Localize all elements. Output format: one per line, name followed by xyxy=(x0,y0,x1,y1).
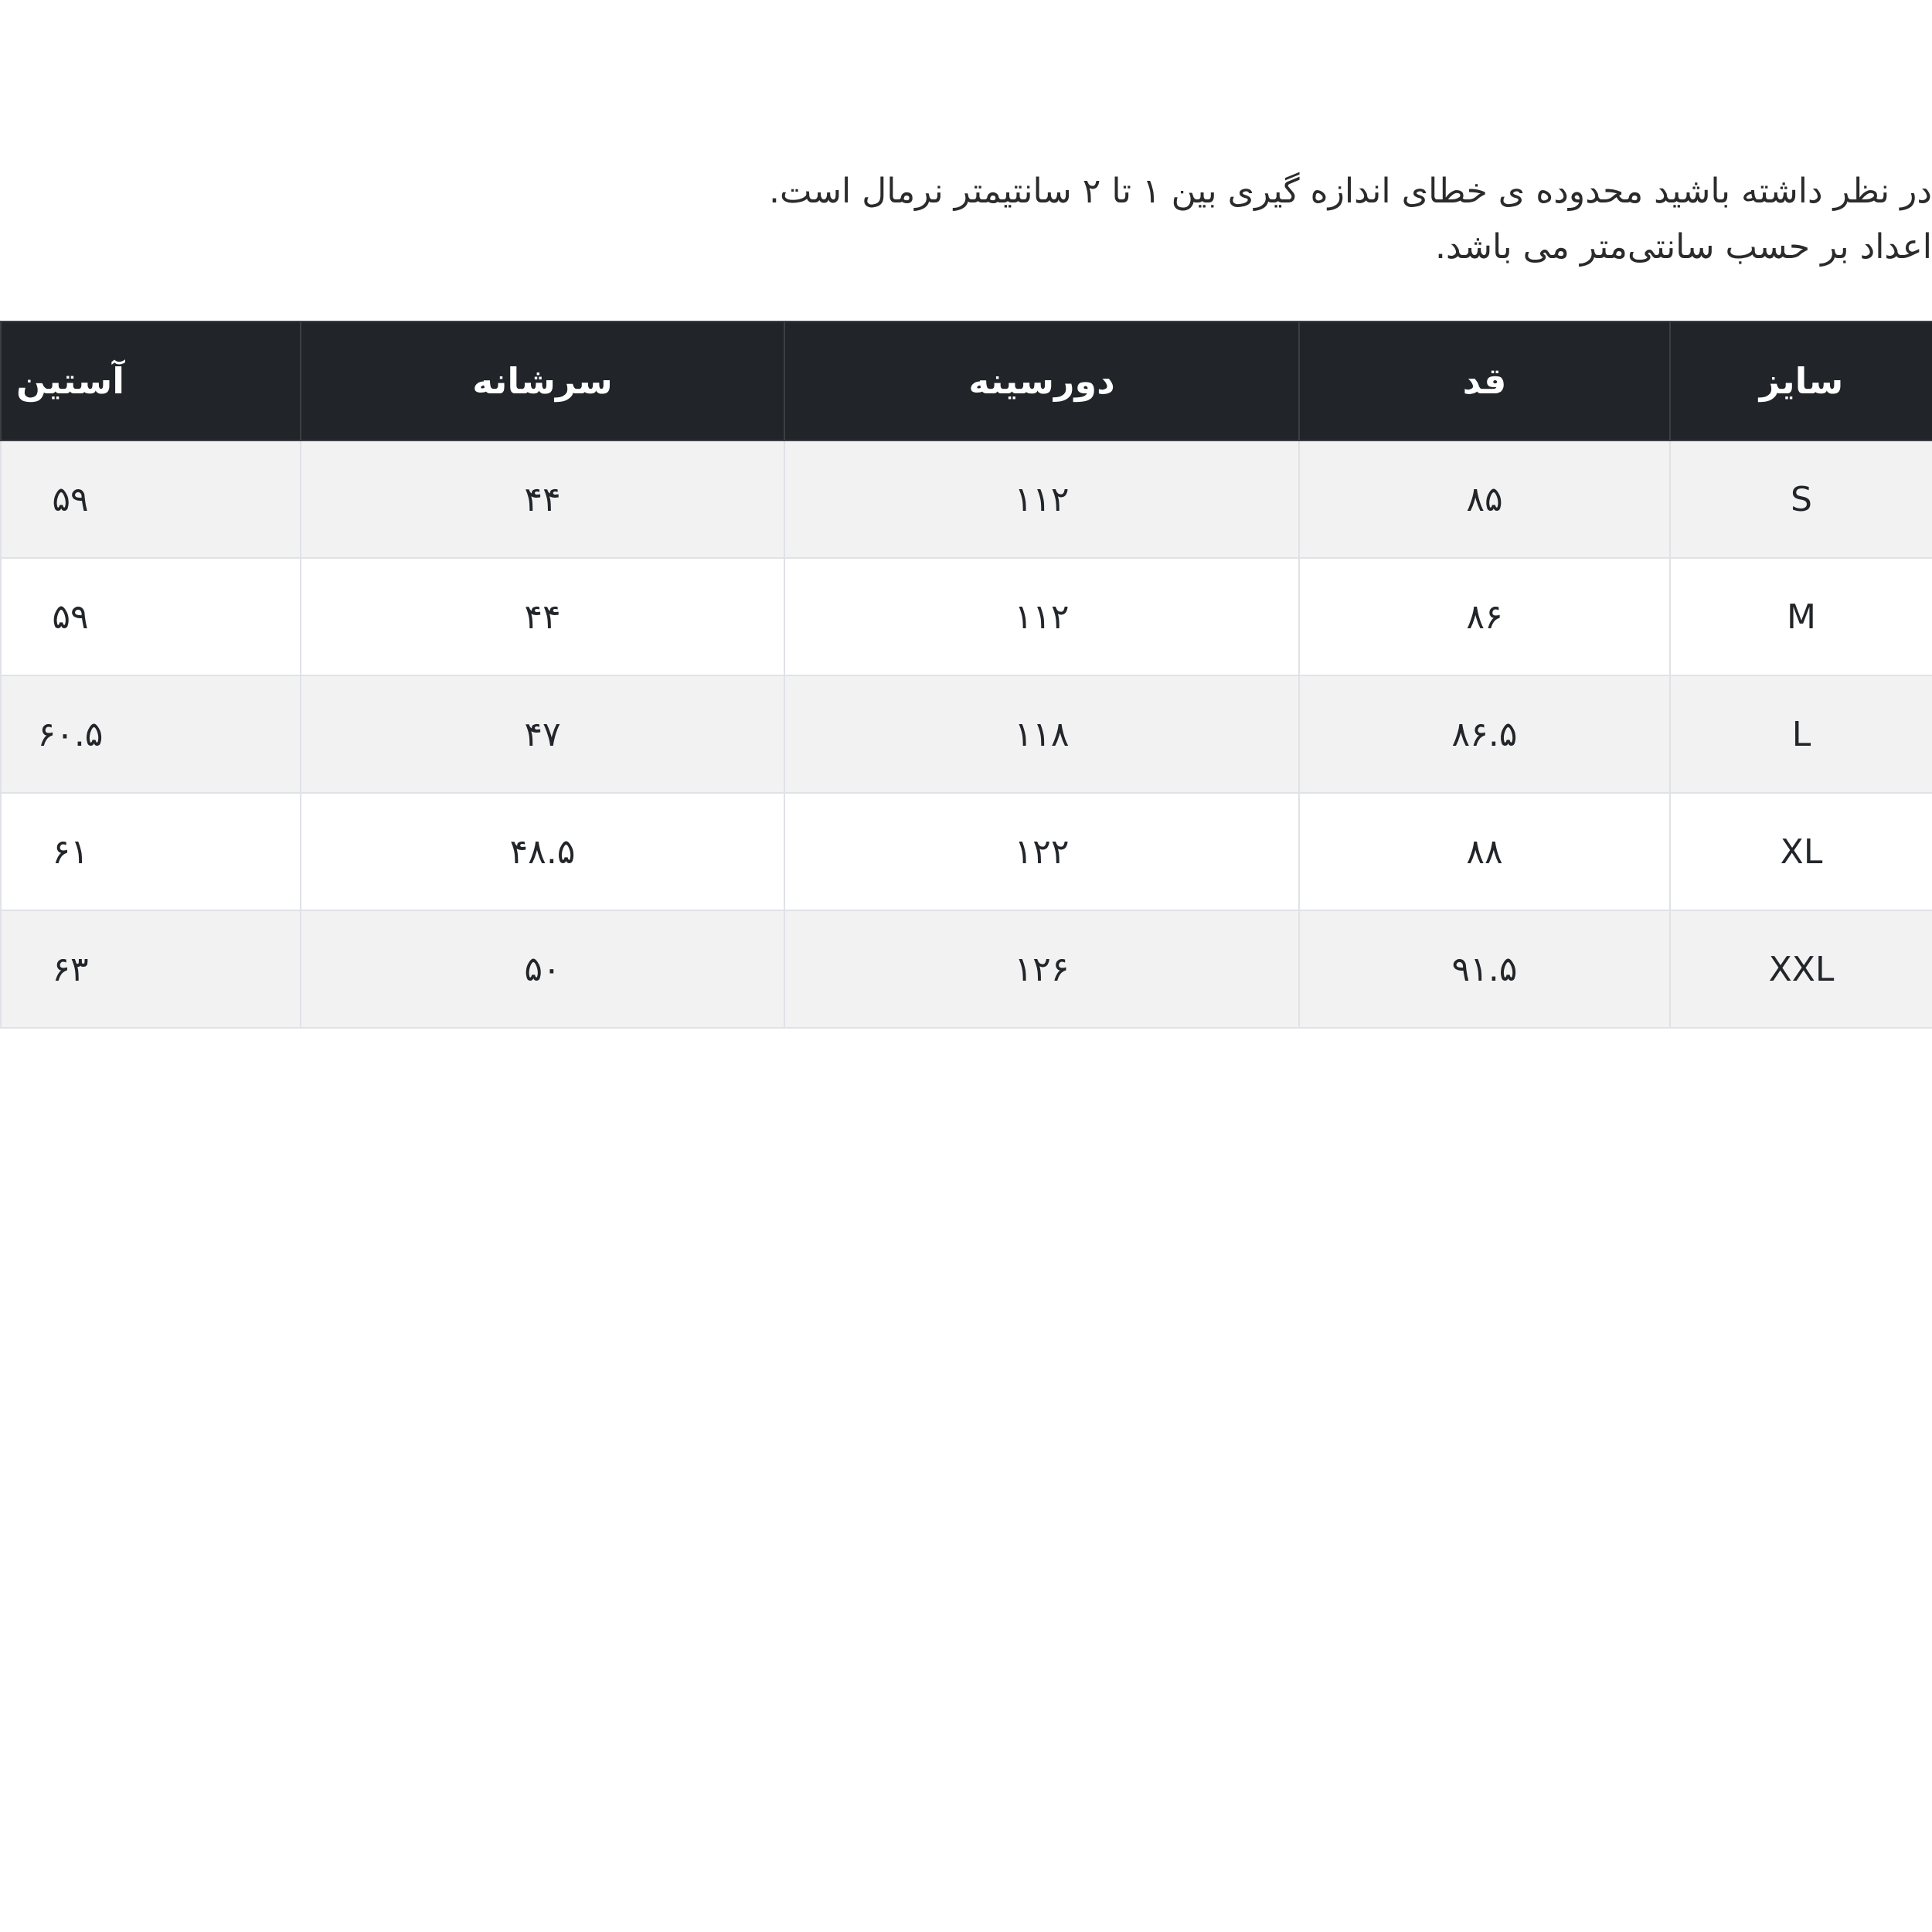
size-table-header xyxy=(1,321,1932,440)
cell-sleeve xyxy=(1,910,301,1028)
table-row xyxy=(1,558,1932,675)
cell-length: ۹۱.۵ xyxy=(1299,910,1670,1028)
cell-size: XL xyxy=(1670,793,1932,910)
cell-sleeve xyxy=(1,675,301,793)
note-units: اعداد بر حسب سانتی‌متر می باشد. xyxy=(1435,227,1932,267)
note-tolerance: در نظر داشته باشید محدوده ی خطای اندازه گیری بین ۱ تا ۲ سانتیمتر نرمال است. xyxy=(768,172,1932,211)
cell-chest: ۱۲۶ xyxy=(784,910,1299,1028)
cell-size: L xyxy=(1670,675,1932,793)
cell-chest: ۱۲۲ xyxy=(784,793,1299,910)
cell-shoulder: ۴۴ xyxy=(301,440,784,558)
cell-sleeve xyxy=(1,793,301,910)
table-row xyxy=(1,793,1932,910)
size-table-body xyxy=(1,440,1932,1028)
cell-size: S xyxy=(1670,440,1932,558)
cell-length: ۸۵ xyxy=(1299,440,1670,558)
cell-sleeve xyxy=(1,558,301,675)
header-chest: دورسینه xyxy=(784,321,1299,440)
cell-sleeve-value: ۶۰.۵ xyxy=(37,714,104,754)
cell-sleeve-value: ۶۱ xyxy=(52,832,89,872)
table-row xyxy=(1,910,1932,1028)
header-size: سایز xyxy=(1670,321,1932,440)
cell-sleeve-value: ۵۹ xyxy=(52,597,89,637)
cell-size: M xyxy=(1670,558,1932,675)
table-row xyxy=(1,440,1932,558)
measurement-notes xyxy=(769,164,1932,275)
header-sleeve xyxy=(1,321,301,440)
header-sleeve-label: آستین xyxy=(16,360,124,402)
cell-sleeve-value: ۵۹ xyxy=(52,479,89,519)
size-table xyxy=(0,321,1932,1029)
cell-sleeve-value: ۶۳ xyxy=(52,949,89,989)
cell-shoulder: ۴۷ xyxy=(301,675,784,793)
cell-chest: ۱۱۲ xyxy=(784,558,1299,675)
cell-length: ۸۶.۵ xyxy=(1299,675,1670,793)
header-row xyxy=(1,321,1932,440)
cell-size: XXL xyxy=(1670,910,1932,1028)
cell-sleeve xyxy=(1,440,301,558)
cell-shoulder: ۴۴ xyxy=(301,558,784,675)
header-length: قد xyxy=(1299,321,1670,440)
cell-length: ۸۶ xyxy=(1299,558,1670,675)
table-row xyxy=(1,675,1932,793)
cell-chest: ۱۱۲ xyxy=(784,440,1299,558)
cell-shoulder: ۵۰ xyxy=(301,910,784,1028)
cell-length: ۸۸ xyxy=(1299,793,1670,910)
cell-chest: ۱۱۸ xyxy=(784,675,1299,793)
header-shoulder: سرشانه xyxy=(301,321,784,440)
cell-shoulder: ۴۸.۵ xyxy=(301,793,784,910)
